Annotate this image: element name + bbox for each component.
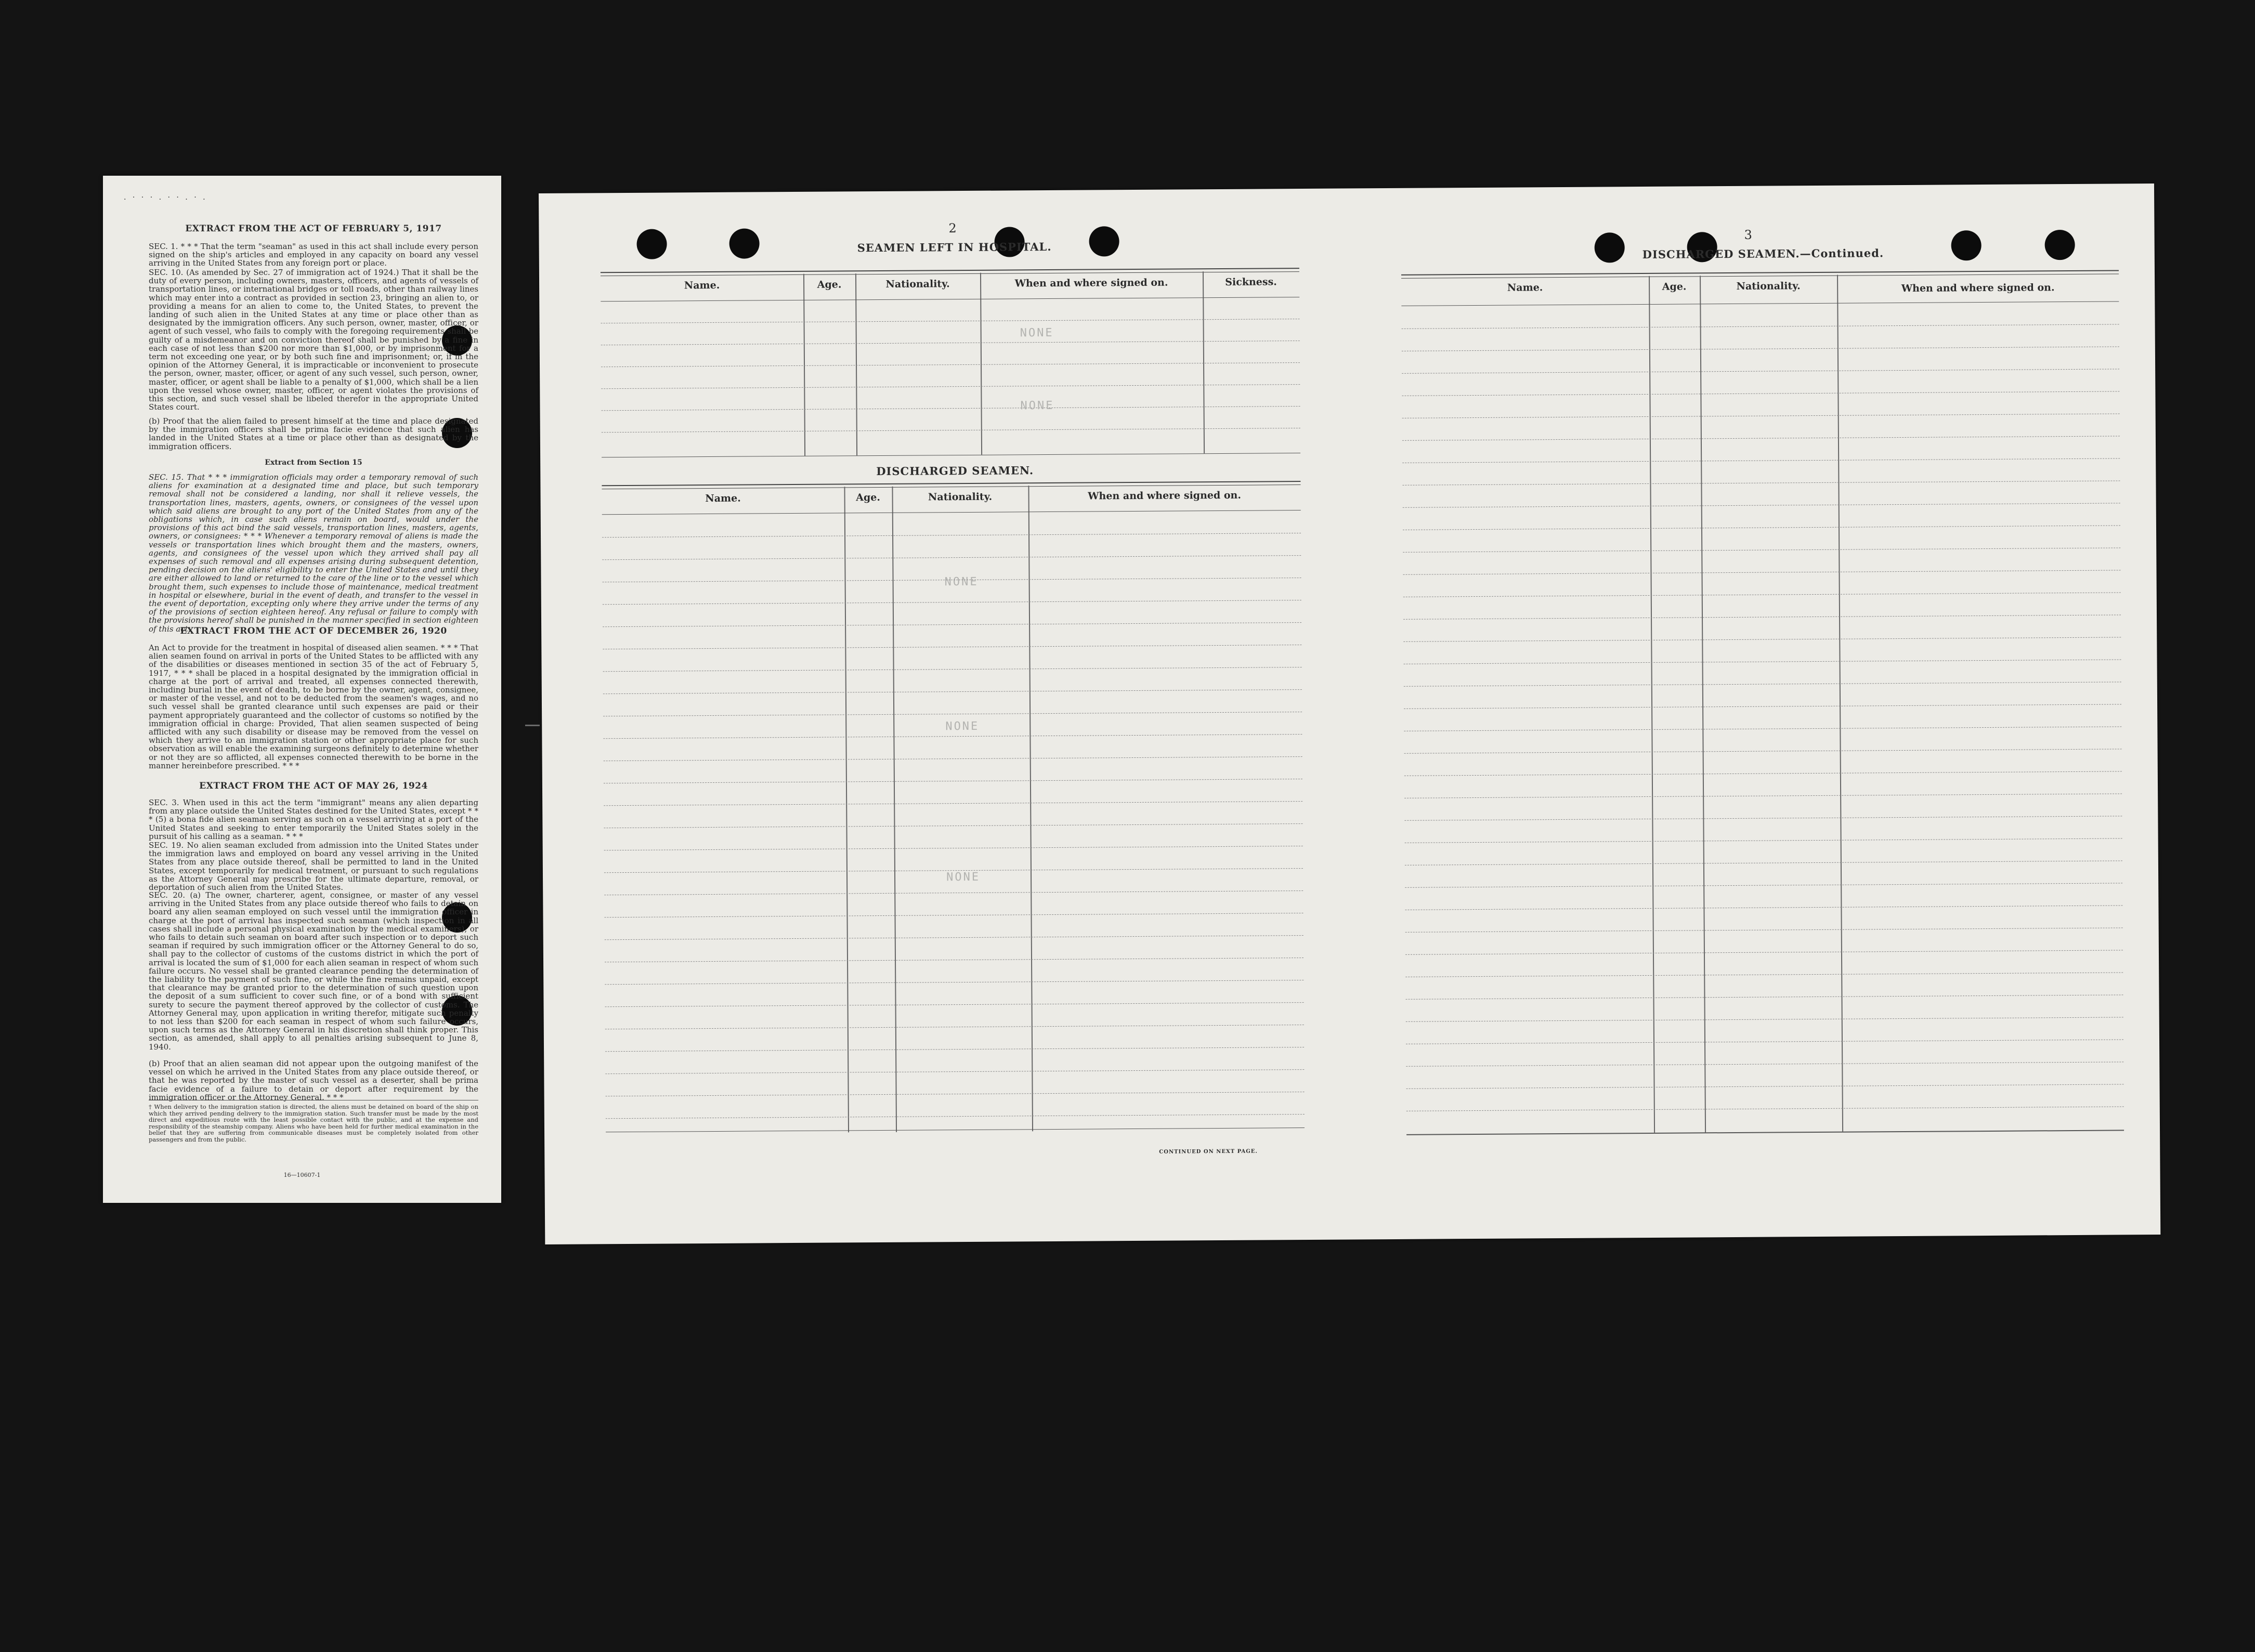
ruled-line [1405,994,2123,999]
punch-hole [2044,230,2075,260]
ruled-line [1403,637,2121,641]
column-header-nationality: Nationality. [885,278,950,290]
paragraph-sec-20b: (b) Proof that an alien seaman did not appear upon the outgoing manifest of the vessel on which he arrived in the United States from any place outside thereof, or that he was reported by the master of such vessel as a deserter, shall be prima facie evidence of a failure to detain or deport after requirement by the immigration officer or the Attorney General. * * * [149,1059,478,1102]
column-header-sickness: Sickness. [1225,276,1277,288]
ruled-line [605,1025,1304,1029]
ruled-line [1405,972,2123,977]
ruled-line [602,555,1301,560]
ruled-line [1402,480,2120,485]
ruled-line [1406,1084,2124,1089]
ruled-line [1406,1106,2124,1111]
ruled-line [606,1114,1305,1119]
ruled-line [1404,771,2122,776]
none-stamp: NONE [946,870,981,884]
ruled-line [603,689,1302,694]
heading-act-1917: EXTRACT FROM THE ACT OF FEBRUARY 5, 1917 [185,224,442,234]
footnote: † When delivery to the immigration station is directed, the aliens must be detained on board of the ship on which they arrived pending delivery to the immigration station. Such transfer must be made by the most direct and expeditious route with the least possible contact with the public, and at the expense and responsibility of the steamship company. Aliens who have been held for further medical examination in the belief that they are suffering from communicable diseases must be completely isolated from other passengers and from the public. [149,1100,478,1143]
ruled-line [603,600,1301,605]
ruled-line [602,533,1301,537]
column-header-nationality: Nationality. [928,491,993,503]
ruled-line [603,734,1302,739]
column-header-age: Age. [856,491,881,504]
ruled-line [1406,1017,2123,1021]
ruled-line [604,890,1303,895]
heading-act-1920: EXTRACT FROM THE ACT OF DECEMBER 26, 1920 [180,626,447,636]
page-number-2: 2 [948,221,957,236]
ruled-line [604,846,1303,850]
page-speckles: . · · · . · · . · . [124,193,207,202]
paragraph-sec-3: SEC. 3. When used in this act the term "immigrant" means any alien departing from any place outside the United States destined for the United States, except * * * (5) a bona fide alien seaman serving as such on a vessel arriving at a port of the United States and seeking to enter temporarily the United States solely in the pursuit of his calling as a seaman. * * * [149,798,478,841]
ruled-line [604,779,1302,783]
ruled-line [606,1092,1305,1096]
ruled-line [603,667,1302,672]
paragraph-sec-19: SEC. 19. No alien seaman excluded from admission into the United States under the immigration laws and employed on board any vessel arriving in the United States from any place outside thereof, shall be permitted to land in the United States, except temporarily for medical treatment, or pursuant to such regulations as the Attorney General may prescribe for the ultimate departure, removal, or deportation of such alien from the United States. [149,841,478,893]
legal-extract-page [103,176,501,1203]
ruled-line [1403,503,2120,507]
paragraph-sec-1: SEC. 1. * * * That the term "seaman" as used in this act shall include every person signed on the ship's articles and employed in any capacity on board any vessel arriving in the United States from any foreign port or place. [149,242,478,268]
ruled-line [1405,860,2122,865]
column-header-age: Age. [1662,281,1687,293]
ruled-line [605,1002,1304,1007]
discharged-continued-table [1401,270,2124,1137]
ruled-line [605,958,1304,962]
ruled-line [605,913,1304,917]
punch-hole [1089,226,1119,256]
column-header-name: Name. [705,492,741,505]
ruled-line [1406,1039,2123,1044]
ruled-line [1404,749,2122,753]
ruled-line [1404,816,2122,820]
none-stamp: NONE [945,719,980,733]
ruled-line [1405,838,2122,843]
ruled-line [1405,950,2123,954]
punch-hole [1594,232,1624,263]
ruled-line [1403,570,2121,574]
column-header-name: Name. [1507,282,1543,294]
ruled-line [605,935,1304,940]
paragraph-1920-act: An Act to provide for the treatment in hospital of diseased alien seamen. * * * That alien seamen found on arrival in ports of the United States to be afflicted with any of the disabilities or diseases mentioned in section 35 of the act of February 5, 1917, * * * shall be placed in a hospital designated by the immigration official in charge at the port of arrival and treated, all expenses connected therewith, including burial in the event of death, to be borne by the owner, agent, consignee, or master of the vessel, and not to be deducted from the seamen's wages, and no such vessel shall be granted clearance until such expenses are paid or their payment appropriately guaranteed and the collector of customs so notified by the immigration official in charge: Provided, That alien seamen suspected of being afflicted with any such disability or disease may be removed from the vessel on which they arrive to an immigration station or other appropriate place for such observation as will enable the examining surgeons definitely to determine whether or not they are so afflicted, all expenses connected therewith to be borne in the manner hereinbefore prescribed. * * * [149,643,478,770]
paragraph-sec-10: SEC. 10. (As amended by Sec. 27 of immigration act of 1924.) That it shall be the duty of every person, including owners, masters, officers, and agents of vessels of transportation lines, or international bridges or toll roads, other than railway lines which may enter into a contract as provided in section 23, bringing an alien to, or providing a means for an alien to come to, the United States, to prevent the landing of such alien in the United States at any time or place other than as designated by the immigration officers. Any such person, owner, master, officer, or agent of such vessel, who fails to comply with the foregoing requirements shall be guilty of a misdemeanor and on conviction thereof shall be punished by a fine in each case of not less than $200 nor more than $1,000, or by imprisonment for a term not exceeding one year, or by both such fine and imprisonment; or, if in the opinion of the Attorney General, it is impracticable or inconvenient to prosecute the person, owner, master, officer, or agent of any such vessel, such person, owner, master, officer, or agent shall be liable to a penalty of $1,000, which shall be a lien upon the vessel whose owner, master, officer, or agent violates the provisions of this section, and such vessel shall be libeled therefor in the appropriate United States court. [149,268,478,412]
ruled-line [1402,346,2119,351]
ruled-line [1405,883,2122,887]
ruled-line [1404,659,2121,664]
ruled-line [1402,369,2119,373]
ruled-line [605,980,1304,985]
ruled-line [604,756,1302,761]
ruled-line [1405,905,2122,910]
paragraph-sec-15: SEC. 15. That * * * immigration officials may order a temporary removal of such aliens for examination at a designated time and place, but such temporary removal shall not be considered a landing, nor shall it relieve vessels, the transportation lines, masters, agents, owners, or consignees of the vessel upon which said aliens are brought to any port of the United States from any of the obligations which, in case such aliens remain on board, would under the provisions of this act bind the said vessels, transportation lines, masters, agents, owners, or consignees: * * * Whenever a temporary removal of aliens is made the vessels or transportation lines which brought them and the masters, owners, agents, and consignees of the vessel upon which they arrived shall pay all expenses of such removal and all expenses arising during subsequent detention, pending decision on the aliens' eligibility to enter the United States and until they are either allowed to land or returned to the care of the line or to the vessel which brought them, such expenses to include those of maintenance, medical treatment in hospital or elsewhere, burial in the event of death, and transfer to the vessel in the event of deportation, excepting only where they arrive under the terms of any of the provisions of section eighteen hereof. Any refusal or failure to comply with the provisions hereof shall be punished in the manner specified in section eighteen of this act. [149,473,478,634]
ruled-line [1402,413,2120,418]
ruled-line [603,645,1301,649]
ruled-line [1402,458,2120,463]
ruled-line [1402,436,2120,440]
punch-hole [729,228,759,258]
punch-hole [1951,230,1981,260]
discharged-continued-title: DISCHARGED SEAMEN.—Continued. [1642,246,1884,261]
paragraph-sec-10b: (b) Proof that the alien failed to present himself at the time and place designated by the immigration officers shall be prima facie evidence that such alien has landed in the United States at a time or place other than as designated by the immigration officers. [149,416,478,451]
ruled-line [604,823,1302,828]
hospital-table [601,268,1300,459]
ruled-line [1406,1061,2123,1066]
ruled-line [1402,324,2119,329]
hospital-section-title: SEAMEN LEFT IN HOSPITAL. [857,240,1052,255]
subheading-section-15: Extract from Section 15 [265,458,362,467]
heading-act-1924: EXTRACT FROM THE ACT OF MAY 26, 1924 [199,781,428,791]
ruled-line [603,622,1301,627]
punch-hole [636,229,667,259]
form-number: 16—10607-1 [283,1172,321,1178]
none-stamp: NONE [1020,399,1054,413]
column-header-signed-on: When and where signed on. [1901,282,2055,294]
ruled-line [1404,704,2121,709]
column-header-age: Age. [817,279,842,291]
ruled-line [1402,391,2119,396]
continued-note: CONTINUED ON NEXT PAGE. [1159,1148,1258,1155]
ruled-line [605,1047,1304,1052]
ruled-line [1405,927,2123,932]
manifest-form-spread [539,183,2160,1244]
ruled-line [1404,681,2121,686]
column-header-nationality: Nationality. [1736,280,1801,292]
column-header-name: Name. [684,279,720,292]
ruled-line [1403,547,2120,552]
margin-tick [525,725,540,726]
none-stamp: NONE [1020,326,1054,340]
ruled-line [1403,592,2121,597]
column-header-signed-on: When and where signed on. [1088,489,1242,502]
ruled-line [605,1069,1304,1074]
ruled-line [604,801,1302,806]
ruled-line [1404,793,2122,798]
ruled-line [603,712,1302,716]
ruled-line [1403,525,2120,530]
page-number-3: 3 [1744,227,1752,242]
discharged-section-title: DISCHARGED SEAMEN. [876,464,1034,478]
discharged-table [602,481,1305,1134]
none-stamp: NONE [944,575,979,589]
ruled-line [1404,726,2121,731]
ruled-line [1403,614,2121,619]
paragraph-sec-20a: SEC. 20. (a) The owner, charterer, agent, consignee, or master of any vessel arriving in the United States from any place outside thereof who fails to detain on board any alien seaman employed on such vessel until the immigration officer in charge at the port of arrival has inspected such seaman (which inspection in all cases shall include a personal physical examination by the medical examiners), or who fails to detain such seaman on board after such inspection or to deport such seaman if required by such immigration officer or the Attorney General to do so, shall pay to the collector of customs of the customs district in which the port of arrival is located the sum of $1,000 for each alien seaman in respect of whom such failure occurs. No vessel shall be granted clearance pending the determination of the liability to the payment of such fine, or while the fine remains unpaid, except that clearance may be granted prior to the determination of such question upon the deposit of a sum sufficient to cover such fine, or of a bond with sufficient surety to secure the payment thereof approved by the collector of customs. The Attorney General may, upon application in writing therefor, mitigate such penalty to not less than $200 for each seaman in respect of whom such failure occurs, upon such terms as the Attorney General in his discretion shall think proper. This section, as amended, shall apply to all penalties arising subsequent to June 8, 1940. [149,890,478,1052]
column-header-signed-on: When and where signed on. [1014,277,1168,290]
